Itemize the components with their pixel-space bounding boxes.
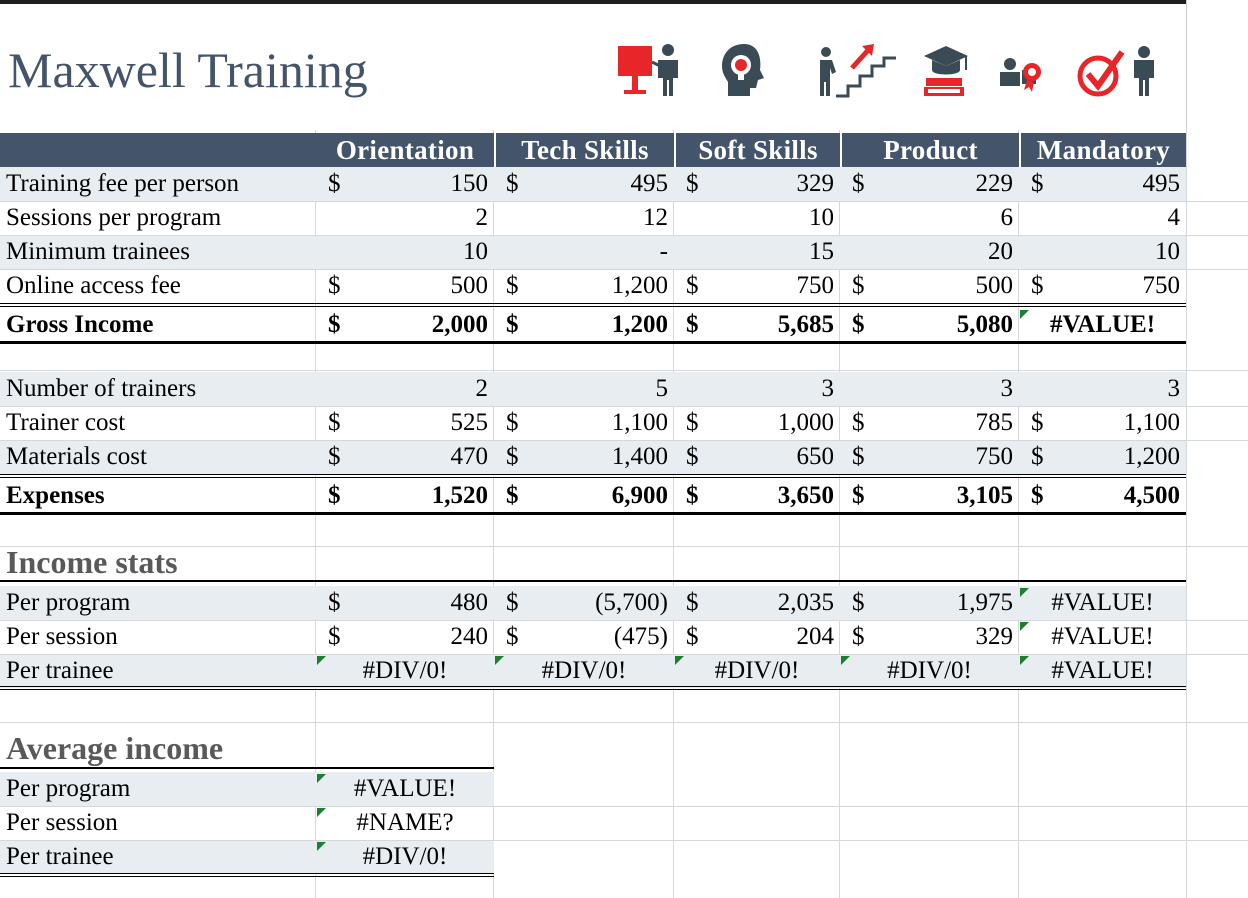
- presenter-board-icon: [616, 40, 688, 100]
- cell-value[interactable]: 15: [809, 238, 834, 265]
- currency-symbol: $: [328, 170, 341, 197]
- column-header-mandatory[interactable]: Mandatory: [1019, 133, 1186, 167]
- cell-value[interactable]: 204: [796, 623, 834, 650]
- row-label: Training fee per person: [6, 170, 240, 197]
- award-person-icon: [994, 40, 1046, 100]
- cell-value[interactable]: 4,500: [1123, 482, 1180, 509]
- currency-symbol: $: [852, 311, 865, 338]
- currency-symbol: $: [328, 623, 341, 650]
- cell-value[interactable]: 480: [450, 589, 488, 616]
- currency-symbol: $: [506, 623, 519, 650]
- row-label: Per program: [6, 775, 131, 802]
- currency-symbol: $: [328, 443, 341, 470]
- header-label-cell: [0, 133, 316, 167]
- cell-value[interactable]: 12: [643, 204, 668, 231]
- column-header-tech-skills[interactable]: Tech Skills: [494, 133, 674, 167]
- currency-symbol: $: [852, 443, 865, 470]
- gridline: [0, 546, 1248, 547]
- row-border: [0, 474, 1186, 475]
- currency-symbol: $: [852, 589, 865, 616]
- currency-symbol: $: [1031, 170, 1044, 197]
- currency-symbol: $: [506, 409, 519, 436]
- cell-value[interactable]: #VALUE!: [1051, 589, 1154, 616]
- row-border: [0, 873, 494, 874]
- cell-value[interactable]: 1,100: [611, 409, 668, 436]
- row-border: [0, 876, 494, 877]
- career-steps-icon: [812, 40, 902, 100]
- cell-value[interactable]: 1,400: [611, 443, 668, 470]
- currency-symbol: $: [506, 311, 519, 338]
- row-label: Minimum trainees: [6, 238, 190, 265]
- currency-symbol: $: [686, 170, 699, 197]
- row-border: [0, 580, 1186, 582]
- currency-symbol: $: [686, 409, 699, 436]
- cell-value[interactable]: 3: [821, 375, 834, 402]
- currency-symbol: $: [852, 272, 865, 299]
- cell-value[interactable]: #VALUE!: [1049, 311, 1156, 338]
- cell-value[interactable]: 10: [809, 204, 834, 231]
- currency-symbol: $: [1031, 272, 1044, 299]
- column-header-product[interactable]: Product: [840, 133, 1019, 167]
- row-label: Gross Income: [6, 311, 154, 338]
- row-label: Per session: [6, 809, 118, 836]
- currency-symbol: $: [686, 311, 699, 338]
- cell-value[interactable]: 2,000: [431, 311, 488, 338]
- row-border: [0, 341, 1186, 344]
- cell-value[interactable]: 750: [1142, 272, 1180, 299]
- cell-value[interactable]: #VALUE!: [1051, 657, 1154, 684]
- cell-value[interactable]: 2: [475, 375, 488, 402]
- cell-value[interactable]: 1,100: [1123, 409, 1180, 436]
- cell-value[interactable]: 1,200: [611, 272, 668, 299]
- cell-value[interactable]: 240: [450, 623, 488, 650]
- cell-value[interactable]: 20: [988, 238, 1013, 265]
- cell-value[interactable]: 2,035: [777, 589, 834, 616]
- cell-value[interactable]: 10: [1155, 238, 1180, 265]
- cell-value[interactable]: #NAME?: [356, 809, 454, 836]
- currency-symbol: $: [328, 272, 341, 299]
- row-border: [0, 686, 1186, 687]
- cell-value[interactable]: 5,685: [777, 311, 834, 338]
- cell-value[interactable]: 229: [975, 170, 1013, 197]
- row-label: Number of trainers: [6, 375, 197, 402]
- cell-value[interactable]: 3: [1167, 375, 1180, 402]
- row-label: Per trainee: [6, 657, 114, 684]
- cell-value[interactable]: 500: [450, 272, 488, 299]
- cell-value[interactable]: 3: [1000, 375, 1013, 402]
- currency-symbol: $: [852, 170, 865, 197]
- cell-value[interactable]: 470: [450, 443, 488, 470]
- row-label: Sessions per program: [6, 204, 222, 231]
- currency-symbol: $: [506, 482, 519, 509]
- cell-value[interactable]: 495: [1142, 170, 1180, 197]
- cell-value[interactable]: 6: [1000, 204, 1013, 231]
- currency-symbol: $: [686, 589, 699, 616]
- currency-symbol: $: [852, 623, 865, 650]
- cell-value[interactable]: 5,080: [956, 311, 1013, 338]
- currency-symbol: $: [328, 409, 341, 436]
- cell-value[interactable]: 650: [796, 443, 834, 470]
- cell-value[interactable]: 4: [1167, 204, 1180, 231]
- cell-value[interactable]: 2: [475, 204, 488, 231]
- row-label: Per session: [6, 623, 118, 650]
- row-border: [0, 303, 1186, 304]
- cell-value[interactable]: 1,975: [956, 589, 1013, 616]
- sheet-title: Maxwell Training: [8, 42, 368, 98]
- column-header-soft-skills[interactable]: Soft Skills: [674, 133, 840, 167]
- currency-symbol: $: [506, 589, 519, 616]
- currency-symbol: $: [852, 482, 865, 509]
- cell-value[interactable]: 525: [450, 409, 488, 436]
- row-border: [0, 512, 1186, 515]
- cell-value[interactable]: 1,520: [431, 482, 488, 509]
- cell-value[interactable]: (5,700): [595, 589, 668, 616]
- cell-value[interactable]: #DIV/0!: [714, 657, 800, 684]
- cell-value[interactable]: 1,200: [611, 311, 668, 338]
- currency-symbol: $: [686, 623, 699, 650]
- cell-value[interactable]: 750: [796, 272, 834, 299]
- currency-symbol: $: [328, 482, 341, 509]
- cell-value[interactable]: 1,000: [777, 409, 834, 436]
- cell-value[interactable]: #DIV/0!: [887, 657, 972, 684]
- cell-value[interactable]: #VALUE!: [1051, 623, 1154, 650]
- cell-value[interactable]: 10: [463, 238, 488, 265]
- cell-value[interactable]: 750: [975, 443, 1013, 470]
- cell-value[interactable]: 150: [450, 170, 488, 197]
- cell-value[interactable]: 3,650: [777, 482, 834, 509]
- currency-symbol: $: [1031, 409, 1044, 436]
- cell-value[interactable]: -: [659, 238, 668, 265]
- row-border: [0, 689, 1186, 690]
- checkmark-person-icon: [1072, 40, 1164, 100]
- row-border: [0, 306, 1186, 307]
- currency-symbol: $: [1031, 443, 1044, 470]
- currency-symbol: $: [328, 589, 341, 616]
- currency-symbol: $: [506, 170, 519, 197]
- average-income-title: Average income: [6, 730, 224, 766]
- idea-head-icon: [718, 40, 770, 100]
- cell-value[interactable]: 785: [975, 409, 1013, 436]
- currency-symbol: $: [1031, 482, 1044, 509]
- row-label: Expenses: [6, 482, 105, 509]
- cell-value[interactable]: 3,105: [956, 482, 1013, 509]
- cell-value[interactable]: #DIV/0!: [362, 657, 448, 684]
- cell-value[interactable]: 500: [975, 272, 1013, 299]
- gridline: [1186, 0, 1187, 898]
- row-label: Per trainee: [6, 843, 114, 870]
- currency-symbol: $: [686, 272, 699, 299]
- column-header-orientation[interactable]: Orientation: [316, 133, 494, 167]
- row-border: [0, 477, 1186, 478]
- currency-symbol: $: [506, 272, 519, 299]
- cell-value[interactable]: #DIV/0!: [541, 657, 627, 684]
- row-label: Online access fee: [6, 272, 181, 299]
- currency-symbol: $: [328, 311, 341, 338]
- row-label: Materials cost: [6, 443, 147, 470]
- cell-value[interactable]: 6,900: [611, 482, 668, 509]
- row-label: Trainer cost: [6, 409, 126, 436]
- cell-value[interactable]: 495: [630, 170, 668, 197]
- gridline: [1186, 0, 1187, 130]
- gridline: [0, 806, 1248, 807]
- gridline: [0, 722, 1248, 723]
- gridline: [0, 370, 1248, 371]
- row-label: Per program: [6, 589, 131, 616]
- cell-value[interactable]: 329: [975, 623, 1013, 650]
- graduation-books-icon: [920, 40, 972, 100]
- cell-value[interactable]: 329: [796, 170, 834, 197]
- cell-value[interactable]: #DIV/0!: [362, 843, 448, 870]
- income-stats-title: Income stats: [6, 544, 178, 580]
- currency-symbol: $: [852, 409, 865, 436]
- cell-value[interactable]: 1,200: [1123, 443, 1180, 470]
- currency-symbol: $: [506, 443, 519, 470]
- currency-symbol: $: [686, 482, 699, 509]
- cell-value[interactable]: #VALUE!: [353, 775, 457, 802]
- gridline: [0, 840, 1248, 841]
- cell-value[interactable]: (475): [613, 623, 668, 650]
- currency-symbol: $: [686, 443, 699, 470]
- cell-value[interactable]: 5: [655, 375, 668, 402]
